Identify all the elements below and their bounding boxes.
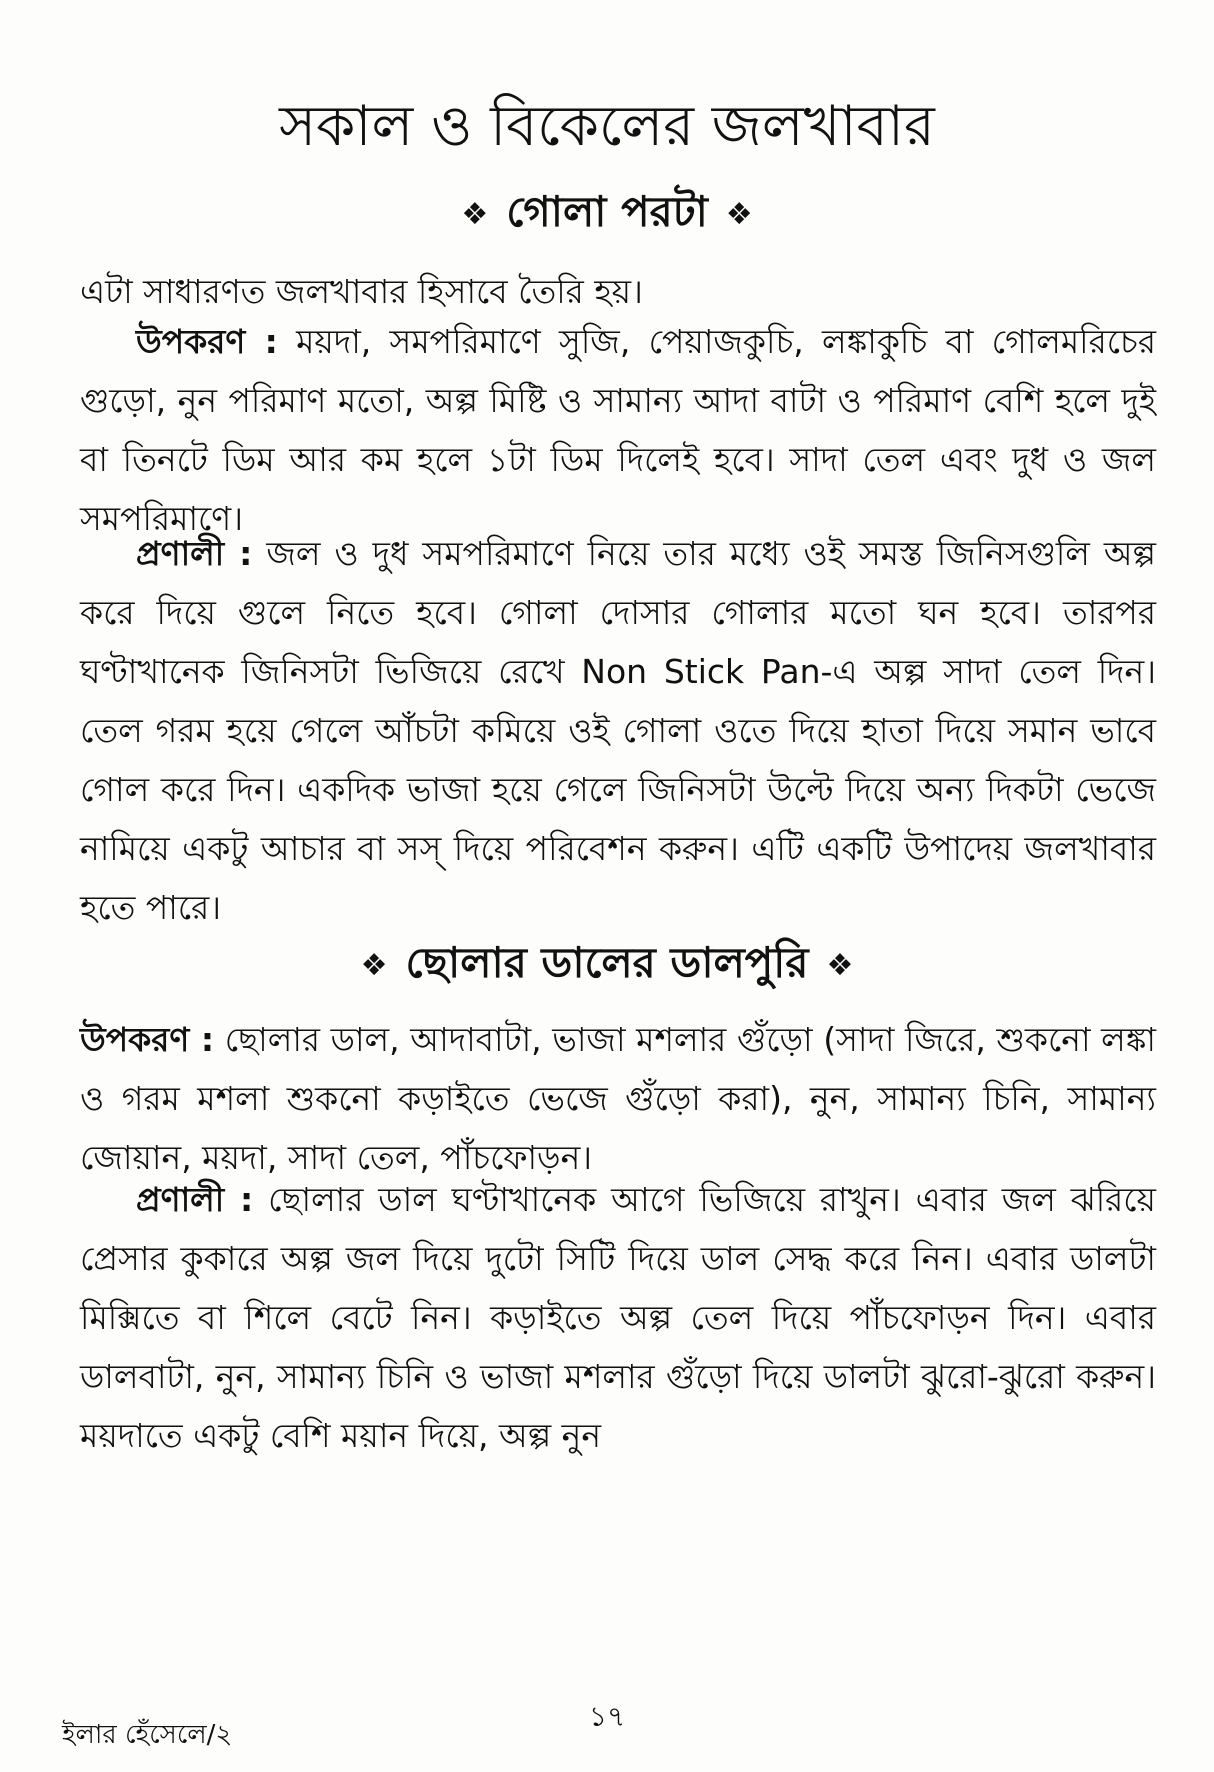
recipe-heading-text: গোলা পরটা — [506, 187, 708, 236]
recipe-heading-dalpuri — [0, 935, 1214, 994]
page-number: ১৭ — [588, 1700, 626, 1733]
method-label: প্রণালী : — [136, 1180, 254, 1219]
ornament-right: ❖ — [826, 947, 854, 983]
method-label: প্রণালী : — [136, 534, 253, 573]
ingredients-label: উপকরণ : — [136, 322, 278, 361]
recipe-method — [80, 524, 1156, 937]
recipe-heading-gola-paratha — [0, 184, 1214, 243]
recipe-method — [80, 1170, 1156, 1465]
ornament-right: ❖ — [725, 196, 753, 232]
ingredients-label: উপকরণ : — [80, 1020, 215, 1059]
recipe-heading-text: ছোলার ডালের ডালপুরি — [405, 938, 809, 987]
ingredients-text: ময়দা, সমপরিমাণে সুজি, পেয়াজকুচি, লঙ্কাকুচি বা গোলমরিচের গুড়ো, নুন পরিমাণ মতো, অল্প মিষ্টি ও সামান্য আদা বাটা ও পরিমাণ বেশি হলে দুই বা তিনটে ডিম আর কম হলে ১টা ডিম দিলেই হবে। সাদা তেল এবং দুধ ও জল সমপরিমাণে। — [80, 322, 1156, 538]
recipe-intro: এটা সাধারণত জলখাবার হিসাবে তৈরি হয়। — [80, 272, 643, 311]
book-footer-label: ইলার হেঁসেলে/২ — [62, 1720, 233, 1750]
ornament-left: ❖ — [360, 947, 388, 983]
recipe-ingredients — [80, 1010, 1156, 1187]
page-title: সকাল ও বিকেলের জলখাবার — [279, 94, 935, 159]
method-text: জল ও দুধ সমপরিমাণে নিয়ে তার মধ্যে ওই সমস্ত জিনিসগুলি অল্প করে দিয়ে গুলে নিতে হবে। গোলা দোসার গোলার মতো ঘন হবে। তারপর ঘণ্টাখানেক জিনিসটা ভিজিয়ে রেখে Non Stick Pan-এ অল্প সাদা তেল দিন। তেল গরম হয়ে গেলে আঁচটা কমিয়ে ওই গোলা ওতে দিয়ে হাতা দিয়ে সমান ভাবে গোল করে দিন। একদিক ভাজা হয়ে গেলে জিনিসটা উল্টে দিয়ে অন্য দিকটা ভেজে নামিয়ে একটু আচার বা সস্ দিয়ে পরিবেশন করুন। এটি একটি উপাদেয় জলখাবার হতে পারে। — [80, 534, 1156, 927]
ornament-left: ❖ — [461, 196, 489, 232]
method-text: ছোলার ডাল ঘণ্টাখানেক আগে ভিজিয়ে রাখুন। এবার জল ঝরিয়ে প্রেসার কুকারে অল্প জল দিয়ে দুটো সিটি দিয়ে ডাল সেদ্ধ করে নিন। এবার ডালটা মিক্সিতে বা শিলে বেটে নিন। কড়াইতে অল্প তেল দিয়ে পাঁচফোড়ন দিন। এবার ডালবাটা, নুন, সামান্য চিনি ও ভাজা মশলার গুঁড়ো দিয়ে ডালটা ঝুরো-ঝুরো করুন। ময়দাতে একটু বেশি ময়ান দিয়ে, অল্প নুন — [80, 1180, 1156, 1455]
recipe-ingredients — [80, 312, 1156, 548]
ingredients-text: ছোলার ডাল, আদাবাটা, ভাজা মশলার গুঁড়ো (সাদা জিরে, শুকনো লঙ্কা ও গরম মশলা শুকনো কড়াইতে ভেজে গুঁড়ো করা), নুন, সামান্য চিনি, সামান্য জোয়ান, ময়দা, সাদা তেল, পাঁচফোড়ন। — [80, 1020, 1156, 1177]
